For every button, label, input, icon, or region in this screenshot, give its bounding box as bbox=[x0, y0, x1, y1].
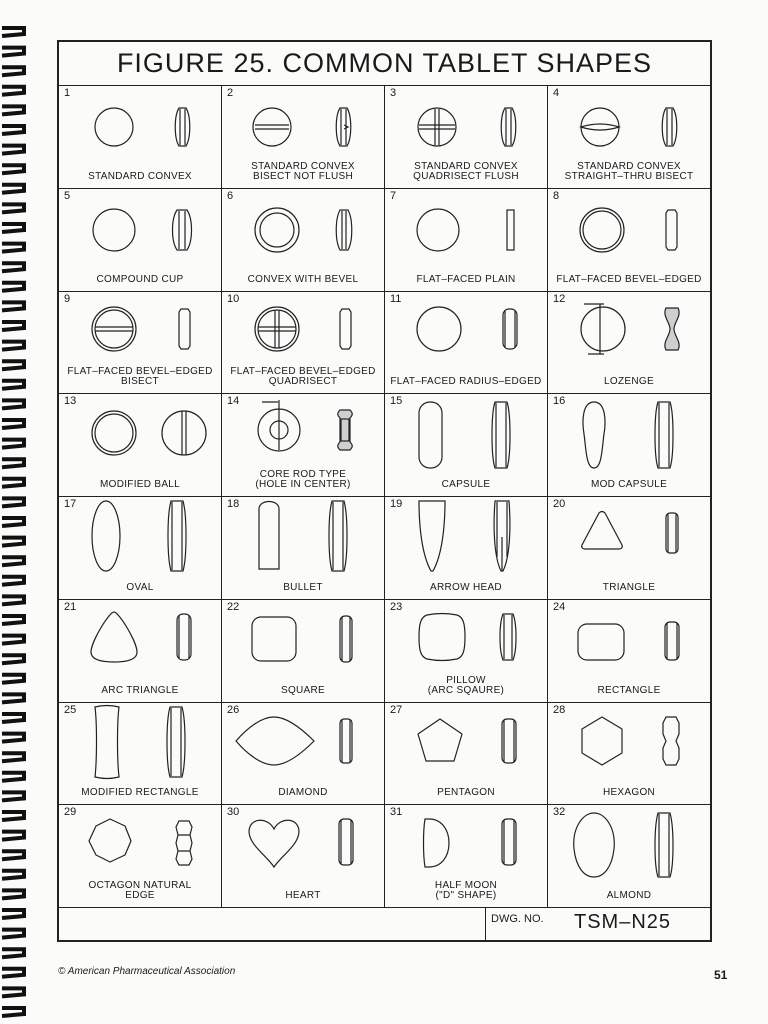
binding-coil bbox=[2, 263, 24, 271]
shape-number: 8 bbox=[553, 189, 560, 202]
binding-coil bbox=[2, 420, 24, 428]
shape-label: PILLOW bbox=[446, 674, 486, 686]
shape-label-2: EDGE bbox=[125, 890, 155, 901]
capsule-drawing bbox=[385, 404, 545, 466]
standard-convex-drawing bbox=[59, 96, 219, 158]
shape-cell-13 bbox=[59, 394, 222, 497]
shape-label: MOD CAPSULE bbox=[590, 479, 668, 490]
shape-cell-19 bbox=[385, 497, 548, 600]
binding-coil bbox=[2, 1008, 24, 1016]
shape-label-2: QUADRISECT FLUSH bbox=[413, 170, 519, 182]
oval-drawing bbox=[59, 507, 219, 569]
shape-cell-23 bbox=[385, 600, 548, 703]
shape-label: FLAT–FACED BEVEL–EDGED bbox=[67, 366, 213, 378]
shape-cell-9 bbox=[59, 292, 222, 395]
shape-number: 18 bbox=[227, 498, 240, 510]
shape-label: PENTAGON bbox=[437, 787, 495, 799]
shape-number: 17 bbox=[64, 498, 77, 510]
shape-number: 14 bbox=[227, 395, 240, 408]
shape-number: 9 bbox=[64, 292, 71, 305]
shape-cell-5 bbox=[59, 189, 222, 292]
drawing-number-label: DWG. NO. bbox=[491, 913, 544, 925]
quadrisect-flush-drawing bbox=[385, 96, 545, 158]
shape-label: CORE ROD TYPE bbox=[259, 469, 347, 480]
shape-label-2: STRAIGHT–THRU BISECT bbox=[564, 170, 694, 182]
binding-coil bbox=[2, 832, 24, 840]
tablet-shapes-grid bbox=[59, 86, 710, 908]
diamond-drawing bbox=[222, 713, 382, 775]
shape-label: OVAL bbox=[126, 581, 154, 593]
shape-label-2: (HOLE IN CENTER) bbox=[255, 479, 351, 490]
lozenge-drawing bbox=[548, 302, 708, 364]
binding-coil bbox=[2, 498, 24, 506]
shape-number: 16 bbox=[553, 395, 566, 408]
shape-cell-6 bbox=[222, 189, 385, 292]
shape-number: 31 bbox=[390, 806, 403, 819]
drawing-number: TSM–N25 bbox=[574, 911, 672, 933]
shape-number: 13 bbox=[64, 395, 77, 408]
binding-coil bbox=[2, 126, 24, 134]
binding-coil bbox=[2, 440, 24, 448]
binding-coil bbox=[2, 773, 24, 781]
drawing-number-box bbox=[485, 908, 710, 940]
shape-label: STANDARD CONVEX bbox=[88, 170, 192, 182]
binding-coil bbox=[2, 283, 24, 291]
straight-thru-bisect-drawing bbox=[548, 96, 708, 158]
shape-cell-17 bbox=[59, 497, 222, 600]
shape-number: 3 bbox=[390, 87, 397, 99]
shape-number: 11 bbox=[390, 292, 402, 305]
shape-label: FLAT–FACED PLAIN bbox=[416, 273, 516, 285]
shape-label: FLAT–FACED BEVEL–EDGED bbox=[230, 366, 376, 378]
shape-cell-7 bbox=[385, 189, 548, 292]
shape-cell-30 bbox=[222, 805, 385, 908]
binding-coil bbox=[2, 48, 24, 56]
binding-coil bbox=[2, 165, 24, 173]
binding-coil bbox=[2, 106, 24, 114]
binding-coil bbox=[2, 361, 24, 369]
shape-label: CAPSULE bbox=[441, 479, 491, 490]
hexagon-drawing bbox=[548, 713, 708, 775]
shape-cell-14 bbox=[222, 394, 385, 497]
shape-cell-24 bbox=[548, 600, 710, 703]
pentagon-drawing bbox=[385, 713, 545, 775]
core-rod-drawing bbox=[222, 404, 382, 466]
shape-number: 7 bbox=[390, 189, 397, 202]
binding-coil bbox=[2, 792, 24, 800]
shape-label: TRIANGLE bbox=[602, 581, 656, 593]
shape-cell-21 bbox=[59, 600, 222, 703]
binding-coil bbox=[2, 28, 24, 36]
shape-number: 24 bbox=[553, 600, 566, 613]
binding-coil bbox=[2, 400, 24, 408]
shape-number: 32 bbox=[553, 806, 566, 819]
binding-coil bbox=[2, 734, 24, 742]
binding-coil bbox=[2, 675, 24, 683]
binding-coil bbox=[2, 636, 24, 644]
shape-number: 20 bbox=[553, 498, 566, 510]
shape-label: FLAT–FACED RADIUS–EDGED bbox=[390, 376, 542, 388]
half-moon-drawing bbox=[385, 815, 545, 877]
shape-label-2: QUADRISECT bbox=[268, 376, 338, 388]
shape-number: 15 bbox=[390, 395, 403, 408]
flat-faced-bevel-edged-drawing bbox=[548, 199, 708, 261]
binding-coil bbox=[2, 538, 24, 546]
modified-ball-drawing bbox=[59, 404, 219, 466]
binding-coil bbox=[2, 616, 24, 624]
shape-cell-27 bbox=[385, 703, 548, 806]
shape-cell-8 bbox=[548, 189, 710, 292]
shape-number: 19 bbox=[390, 498, 403, 510]
binding-coil bbox=[2, 518, 24, 526]
bisect-not-flush-drawing bbox=[222, 96, 382, 158]
compound-cup-drawing bbox=[59, 199, 219, 261]
shape-label: ALMOND bbox=[606, 890, 652, 901]
square-drawing bbox=[222, 610, 382, 672]
binding-coil bbox=[2, 459, 24, 467]
shape-label: MODIFIED RECTANGLE bbox=[81, 787, 199, 799]
shape-label: COMPOUND CUP bbox=[96, 273, 184, 285]
binding-coil bbox=[2, 381, 24, 389]
heart-drawing bbox=[222, 815, 382, 877]
modified-rectangle-drawing bbox=[59, 713, 219, 775]
shape-cell-31 bbox=[385, 805, 548, 908]
binding-coil bbox=[2, 969, 24, 977]
shape-cell-4 bbox=[548, 86, 710, 189]
binding-coil bbox=[2, 244, 24, 252]
shape-label: OCTAGON NATURAL bbox=[88, 880, 192, 891]
binding-coil bbox=[2, 204, 24, 212]
shape-number: 6 bbox=[227, 189, 234, 202]
binding-coil bbox=[2, 342, 24, 350]
shape-cell-10 bbox=[222, 292, 385, 395]
arc-triangle-drawing bbox=[59, 610, 219, 672]
spiral-binding bbox=[0, 0, 40, 1024]
shape-cell-1 bbox=[59, 86, 222, 189]
shape-label-2: ("D" SHAPE) bbox=[435, 890, 497, 901]
bevel-edged-bisect-drawing bbox=[59, 302, 219, 364]
shape-label: MODIFIED BALL bbox=[99, 479, 181, 490]
shape-cell-28 bbox=[548, 703, 710, 806]
binding-coil bbox=[2, 302, 24, 310]
shape-number: 12 bbox=[553, 292, 566, 305]
binding-coil bbox=[2, 949, 24, 957]
shape-label-2: BISECT NOT FLUSH bbox=[252, 170, 353, 182]
shape-label: CONVEX WITH BEVEL bbox=[247, 273, 359, 285]
binding-coil bbox=[2, 479, 24, 487]
binding-coil bbox=[2, 655, 24, 663]
bullet-drawing bbox=[222, 507, 382, 569]
bevel-edged-quadrisect-drawing bbox=[222, 302, 382, 364]
binding-coil bbox=[2, 890, 24, 898]
shape-label: STANDARD CONVEX bbox=[251, 160, 355, 172]
shape-label: BULLET bbox=[283, 581, 323, 593]
shape-label: ARC TRIANGLE bbox=[101, 684, 179, 696]
binding-coil bbox=[2, 557, 24, 565]
shape-label: HEART bbox=[285, 890, 321, 901]
shape-label: HALF MOON bbox=[434, 880, 498, 891]
binding-coil bbox=[2, 871, 24, 879]
shape-cell-29 bbox=[59, 805, 222, 908]
shape-label-2: BISECT bbox=[121, 376, 159, 388]
shape-number: 25 bbox=[64, 703, 77, 716]
shape-number: 4 bbox=[553, 87, 560, 99]
shape-label: FLAT–FACED BEVEL–EDGED bbox=[556, 273, 702, 285]
shape-number: 21 bbox=[64, 600, 77, 613]
shape-label: DIAMOND bbox=[278, 787, 328, 799]
binding-coil bbox=[2, 577, 24, 585]
binding-coil bbox=[2, 694, 24, 702]
shape-label-2: (ARC SQAURE) bbox=[427, 684, 505, 696]
binding-coil bbox=[2, 67, 24, 75]
shape-cell-18 bbox=[222, 497, 385, 600]
shape-label: STANDARD CONVEX bbox=[577, 160, 681, 172]
binding-coil bbox=[2, 322, 24, 330]
convex-with-bevel-drawing bbox=[222, 199, 382, 261]
figure-title: FIGURE 25. COMMON TABLET SHAPES bbox=[59, 42, 710, 86]
binding-coil bbox=[2, 812, 24, 820]
binding-coil bbox=[2, 87, 24, 95]
shape-cell-15 bbox=[385, 394, 548, 497]
shape-cell-25 bbox=[59, 703, 222, 806]
shape-cell-16 bbox=[548, 394, 710, 497]
shape-number: 29 bbox=[64, 806, 77, 819]
shape-number: 5 bbox=[64, 189, 71, 202]
shape-label: HEXAGON bbox=[602, 787, 656, 799]
shape-number: 2 bbox=[227, 87, 234, 99]
shape-cell-3 bbox=[385, 86, 548, 189]
binding-coil bbox=[2, 224, 24, 232]
binding-coil bbox=[2, 146, 24, 154]
figure-frame bbox=[57, 40, 712, 942]
shape-label: SQUARE bbox=[280, 684, 326, 696]
shape-cell-2 bbox=[222, 86, 385, 189]
shape-cell-12 bbox=[548, 292, 710, 395]
binding-coil bbox=[2, 851, 24, 859]
copyright-credit: © American Pharmaceutical Association bbox=[58, 966, 236, 977]
shape-cell-20 bbox=[548, 497, 710, 600]
shape-cell-11 bbox=[385, 292, 548, 395]
shape-label: RECTANGLE bbox=[597, 684, 661, 696]
shape-number: 1 bbox=[64, 87, 71, 99]
title-block bbox=[59, 908, 710, 940]
shape-label: STANDARD CONVEX bbox=[414, 160, 518, 172]
shape-cell-32 bbox=[548, 805, 710, 908]
shape-number: 28 bbox=[553, 703, 566, 716]
shape-cell-26 bbox=[222, 703, 385, 806]
octagon-drawing bbox=[59, 815, 219, 877]
binding-coil bbox=[2, 930, 24, 938]
shape-cell-22 bbox=[222, 600, 385, 703]
binding-coil bbox=[2, 753, 24, 761]
radius-edged-drawing bbox=[385, 302, 545, 364]
flat-faced-plain-drawing bbox=[385, 199, 545, 261]
page-number: 51 bbox=[714, 968, 728, 982]
binding-coil bbox=[2, 910, 24, 918]
pillow-drawing bbox=[385, 610, 545, 672]
shape-number: 10 bbox=[227, 292, 240, 305]
almond-drawing bbox=[548, 815, 708, 877]
shape-number: 26 bbox=[227, 703, 240, 716]
binding-coil bbox=[2, 714, 24, 722]
shape-number: 30 bbox=[227, 806, 240, 819]
shape-number: 22 bbox=[227, 600, 240, 613]
rectangle-drawing bbox=[548, 610, 708, 672]
shape-number: 23 bbox=[390, 600, 403, 613]
shape-label: LOZENGE bbox=[604, 376, 654, 388]
mod-capsule-drawing bbox=[548, 404, 708, 466]
binding-coil bbox=[2, 596, 24, 604]
arrow-head-drawing bbox=[385, 507, 545, 569]
binding-coil bbox=[2, 185, 24, 193]
shape-number: 27 bbox=[390, 703, 403, 716]
shape-label: ARROW HEAD bbox=[430, 581, 502, 593]
binding-coil bbox=[2, 988, 24, 996]
triangle-drawing bbox=[548, 507, 708, 569]
